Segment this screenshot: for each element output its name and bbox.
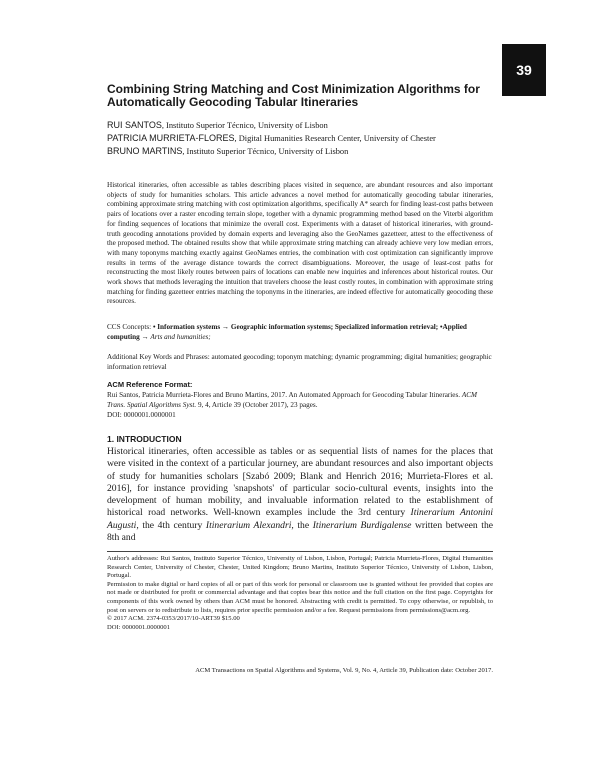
author-name: BRUNO MARTINS	[107, 146, 183, 156]
intro-text: written between the 8th and	[107, 519, 493, 544]
citation-details: 9, 4, Article 39 (October 2017), 23 pages.	[196, 401, 318, 409]
author-name: RUI SANTOS	[107, 120, 162, 130]
intro-text: , the 4th century	[136, 519, 206, 531]
ccs-concepts-arts: → Arts and humanities;	[139, 333, 211, 341]
author-entry	[107, 132, 507, 145]
ccs-prefix: CCS Concepts:	[107, 323, 153, 331]
permission-notice: Permission to make digital or hard copies of all or part of this work for personal or classroom use is granted without fee provided that copies are not made or distributed for profit or commercial advantage and that copies bear this notice and the full citation on the first page. Copyrights for components of this work owned by others than ACM must be honored. Abstracting with credit is permitted. To copy otherwise, or republish, to post on servers or to redistribute to lists, requires prior specific permission and/or a fee. Request permissions from permissions@acm.org.	[107, 580, 493, 614]
citation-text: Rui Santos, Patricia Murrieta-Flores and Bruno Martins, 2017. An Automated Approach for Geocoding Tabular Itineraries.	[107, 391, 462, 399]
author-list	[107, 119, 507, 158]
acm-reference	[107, 390, 493, 420]
intro-text: , the	[291, 519, 313, 531]
intro-text: Historical itineraries, often accessible as tables or as sequential lists of names for the places that were visited in the context of a particular journey, are abundant resources and also important objects of study for humanities scholars [Szabó 2009; Blank and Henrich 2016; Murrieta-Flores et al. 2016], for instance providing 'snapshots' of particular socio-cultural events, insights into the development of human mobility, and invaluable information related to the establishment of historical road networks. Well-known examples include the 3rd century	[107, 446, 493, 519]
itinerary-title: Itinerarium Antonini Augusti	[107, 507, 493, 531]
author-entry	[107, 119, 507, 132]
section-heading: 1. INTRODUCTION	[107, 434, 182, 444]
citation-doi: DOI: 0000001.0000001	[107, 411, 176, 419]
abstract: Historical itineraries, often accessible as tables describing places visited in sequence, are abundant resources and also important objects of study for humanities scholars. This article advances a novel method for automatically geocoding tabular itineraries, combining approximate string matching with cost optimization algorithms, specifically A* search for finding least-cost paths between pairs of locations over a raster encoding terrain slope, together with a dynamic programming method based on the Viterbi algorithm for finding sequences of locations that minimize the overall cost. Experiments with a dataset of historical itineraries, with ground-truth geocoding annotations provided by domain experts and leveraging also the GeoNames gazetteer, attest to the effectiveness of the proposed method. The obtained results show that while approximate string matching can already achieve very low median errors, with many toponyms matching exactly against GeoNames entries, the combination with cost optimization can significantly improve results in terms of the average distance towards the correct disambiguations. Moreover, the usage of least-cost paths for reconstructing the most likely routes between pairs of locations can enable new inquiries and inferences about historical routes. Our work shows that methods leveraging the intuition that travelers choose the least costly routes, in combination with approximate string matching for finding gazetteer entries matching the toponyms in the itineraries, are indeed effective for automatically geocoding these resources.	[107, 181, 493, 306]
citation-journal: ACM Trans. Spatial Algorithms Syst.	[107, 391, 478, 409]
author-affiliation: , Digital Humanities Research Center, University of Chester	[234, 134, 436, 143]
itinerary-title: Itinerarium Alexandri	[205, 519, 292, 531]
author-entry	[107, 145, 507, 158]
itinerary-title: Itinerarium Burdigalense	[312, 519, 412, 531]
ccs-concepts-primary: • Information systems → Geographic information systems; Specialized information retrieval;	[152, 323, 439, 331]
page-number: 39	[516, 62, 532, 78]
author-addresses: Author's addresses: Rui Santos, Instituto Superior Técnico, University of Lisbon, Lisbon, Portugal; Patricia Murrieta-Flores, Digital Humanities Research Center, University of Chester, Chester, United Kingdom; Bruno Martins, Instituto Superior Técnico, University of Lisbon, Lisbon, Portugal.	[107, 555, 493, 580]
page-number-tab	[502, 44, 546, 96]
paper-title: Combining String Matching and Cost Minimization Algorithms for Automatically Geocoding Tabular Itineraries	[107, 82, 480, 109]
keywords: Additional Key Words and Phrases: automated geocoding; toponym matching; dynamic programming; digital humanities; geographic information retrieval	[107, 353, 492, 371]
footnote-doi: DOI: 0000001.0000001	[107, 623, 171, 631]
running-footer: ACM Transactions on Spatial Algorithms and Systems, Vol. 9, No. 4, Article 39, Publication date: October 2017.	[195, 667, 493, 674]
footnotes	[107, 555, 493, 632]
ccs-concepts	[107, 322, 493, 342]
acm-reference-heading: ACM Reference Format:	[107, 380, 193, 389]
copyright-line: © 2017 ACM. 2374-0353/2017/10-ART39 $15.00	[107, 615, 240, 623]
author-affiliation: , Instituto Superior Técnico, University of Lisbon	[182, 147, 349, 156]
ccs-concepts-applied: •Applied computing	[107, 323, 467, 341]
author-affiliation: , Instituto Superior Técnico, University of Lisbon	[161, 121, 328, 130]
footnote-divider	[107, 551, 493, 552]
introduction-paragraph	[107, 446, 493, 544]
author-name: PATRICIA MURRIETA-FLORES	[107, 133, 235, 143]
